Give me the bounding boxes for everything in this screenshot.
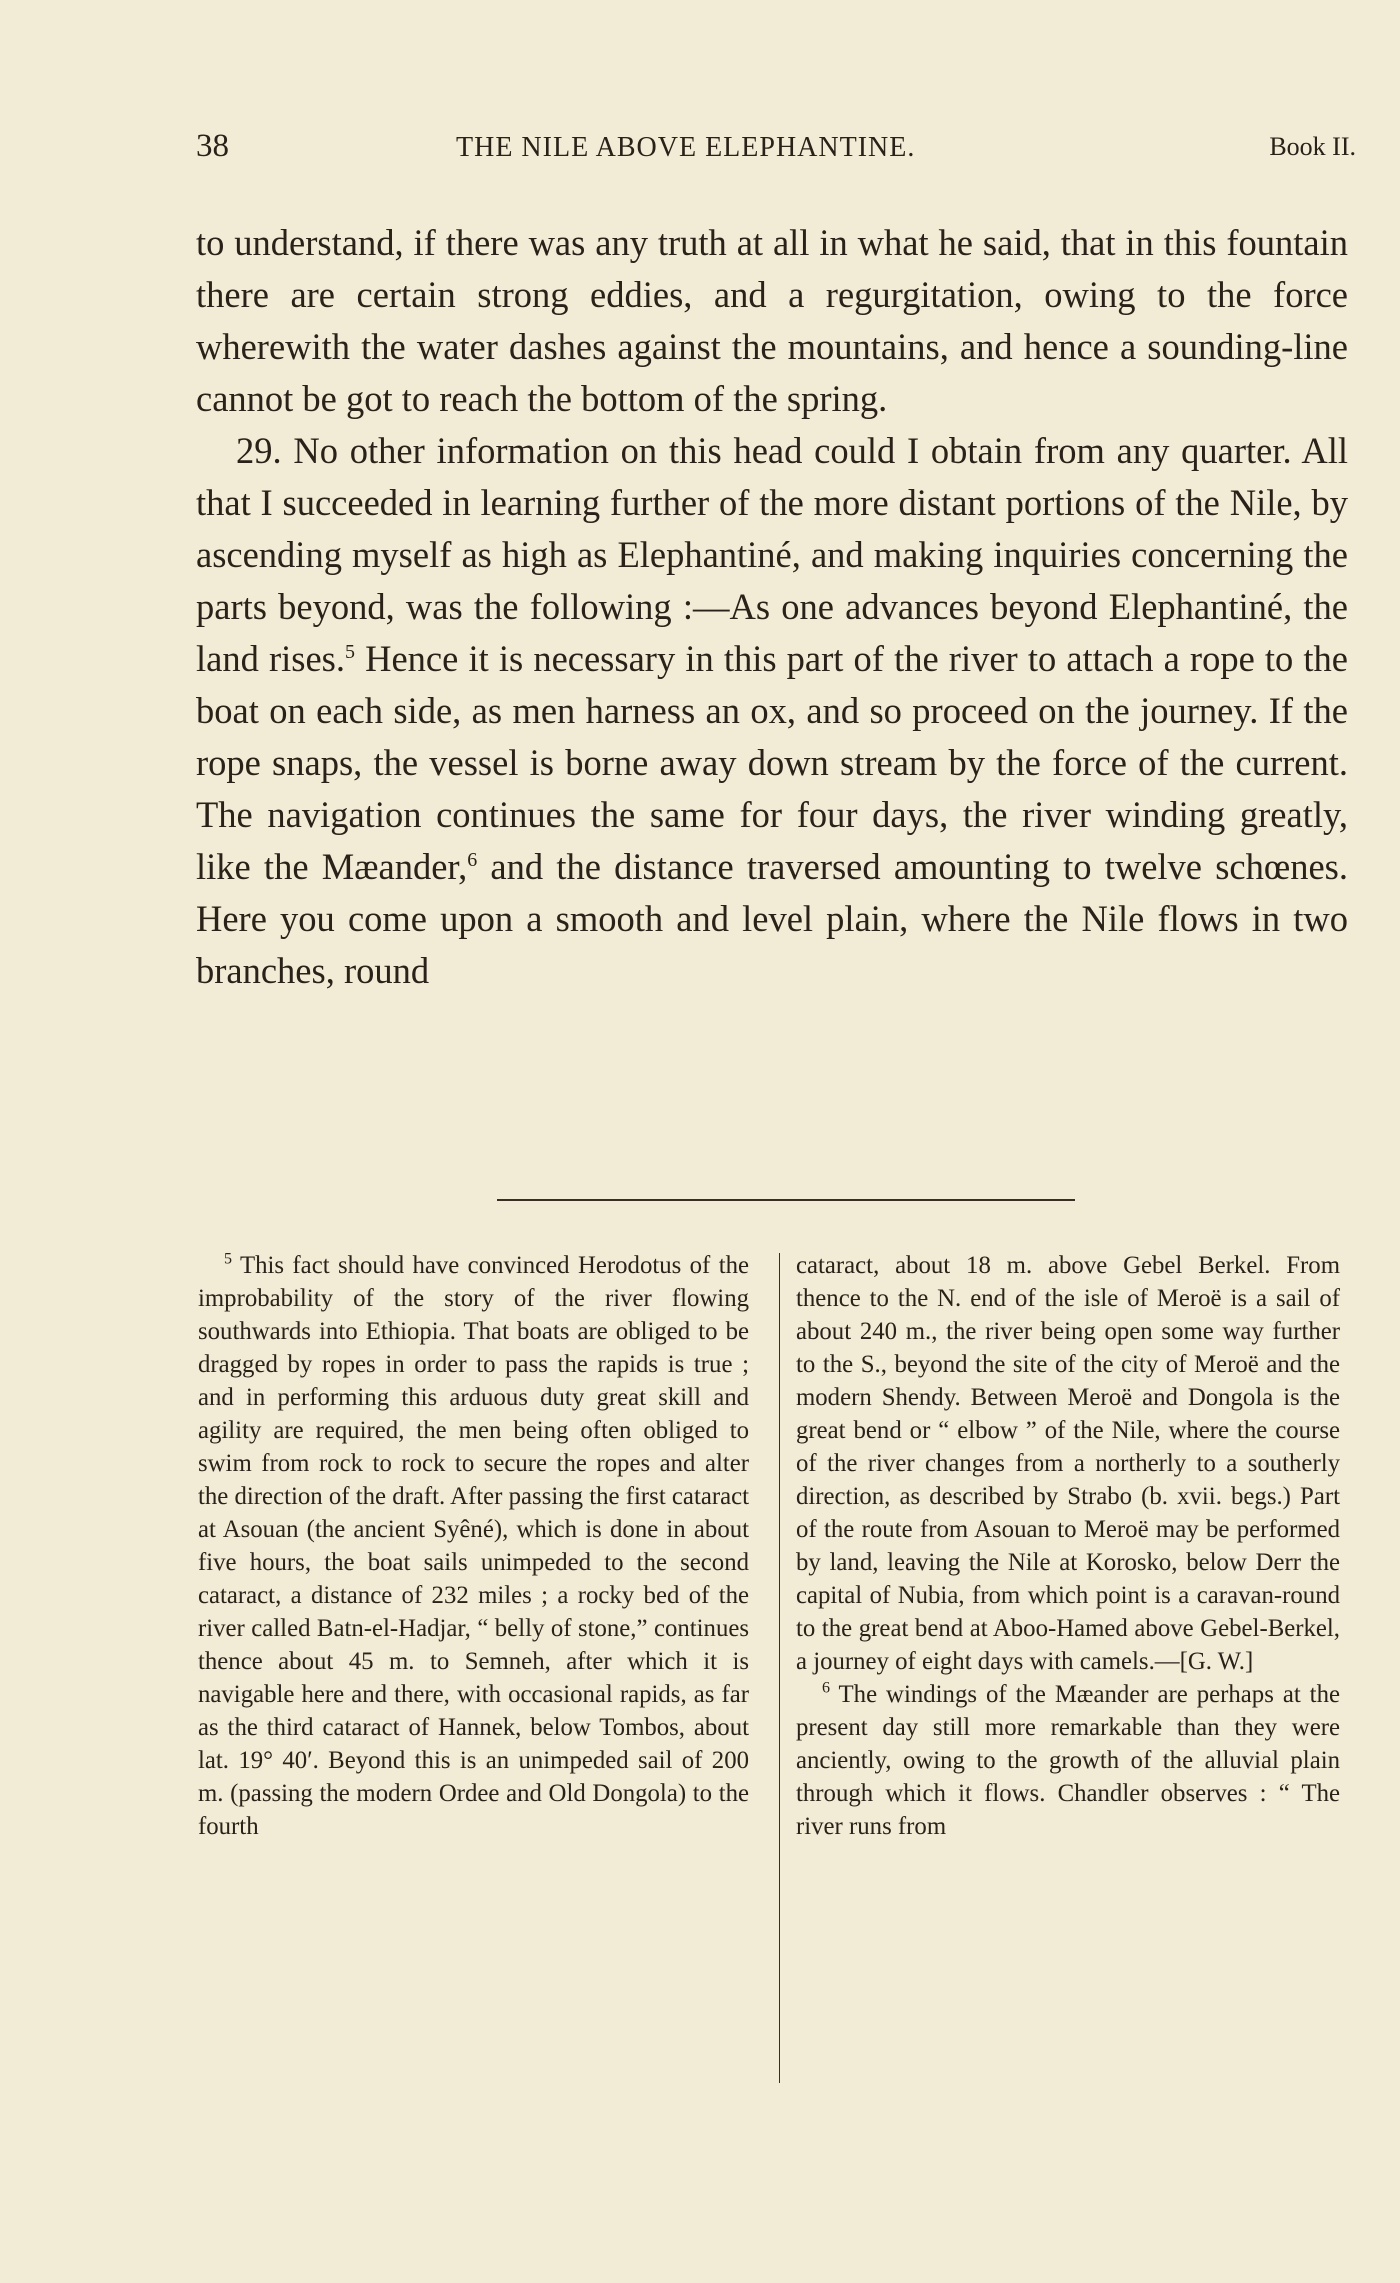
footnote-mark-6: 6 <box>822 1679 830 1697</box>
running-header <box>196 128 1356 168</box>
footnote-5-continued: cataract, about 18 m. above Gebel Berkel. From thence to the N. end of the isle of Meroë is a sail of about 240 m., the river being open some way further to the S., beyond the site of the city of Meroë and the modern Shendy. Between Meroë and Dongola is the great bend or “ elbow ” of the Nile, where the course of the river changes from a northerly to a southerly direction, as described by Strabo (b. xvii. begs.) Part of the route from Asouan to Meroë may be performed by land, leaving the Nile at Korosko, below Derr the capital of Nubia, from which point is a caravan-round to the great bend at Aboo-Hamed above Gebel-Berkel, a journey of eight days with camels.—[G. W.] <box>796 1252 1340 1675</box>
column-divider <box>779 1253 780 2083</box>
paragraph-29 <box>196 425 1348 997</box>
footnote-6 <box>796 1678 1340 1843</box>
footnote-mark-5: 5 <box>224 1250 232 1268</box>
footnote-6-text: The windings of the Mæander are perhaps at the present day still more remarkable than they were anciently, owing to the growth of the alluvial plain through which it flows. Chandler observes : “ The river runs from <box>796 1681 1340 1840</box>
book-label: Book II. <box>1269 132 1356 161</box>
paragraph-29-part-b: Hence it is necessary in this part of the river to attach a rope to the boat on each side, as men harness an ox, and so proceed on the journey. If the rope snaps, the vessel is borne away down stream by the force of the current. The navigation continues the same for four days, the river winding greatly, like the Mæander, <box>196 638 1348 887</box>
paragraph-continuation: to understand, if there was any truth at all in what he said, that in this fountain there are certain strong eddies, and a regurgitation, owing to the force wherewith the water dashes against the mountains, and hence a sounding-line cannot be got to reach the bottom of the spring. <box>196 222 1348 419</box>
running-title: THE NILE ABOVE ELEPHANTINE. <box>456 132 916 163</box>
footnote-column-left <box>198 1249 749 1843</box>
main-text <box>196 217 1348 997</box>
paragraph-29-part-c: and the distance traversed amounting to twelve schœnes. Here you come upon a smooth and level plain, where the Nile flows in two branches, round <box>196 846 1348 991</box>
footnote-5 <box>198 1249 749 1843</box>
footnote-ref-6: 6 <box>467 848 478 871</box>
paragraph-29-part-a: 29. No other information on this head could I obtain from any quarter. All that I succeeded in learning further of the more distant portions of the Nile, by ascending myself as high as Elephantiné, and making inquiries concerning the parts beyond, was the following :—As one advances beyond Elephantiné, the land rises. <box>196 430 1348 679</box>
page-number: 38 <box>196 128 229 164</box>
footnote-5-text: This fact should have convinced Herodotus of the improbability of the story of the river flowing southwards into Ethiopia. That boats are obliged to be dragged by ropes in order to pass the rapids is true ; and in performing this arduous duty great skill and agility are required, the men being often obliged to swim from rock to rock to secure the ropes and alter the direction of the draft. After passing the first cataract at Asouan (the ancient Syêné), which is done in about five hours, the boat sails unimpeded to the second cataract, a distance of 232 miles ; a rocky bed of the river called Batn-el-Hadjar, “ belly of stone,” continues thence about 45 m. to Semneh, after which it is navigable here and there, with occasional rapids, as far as the third cataract of Hannek, below Tombos, about lat. 19° 40′. Beyond this is an unimpeded sail of 200 m. (passing the modern Ordee and Old Dongola) to the fourth <box>198 1252 749 1840</box>
footnote-separator-rule <box>497 1199 1075 1201</box>
footnote-ref-5: 5 <box>345 640 355 663</box>
footnote-column-right <box>796 1249 1340 1843</box>
